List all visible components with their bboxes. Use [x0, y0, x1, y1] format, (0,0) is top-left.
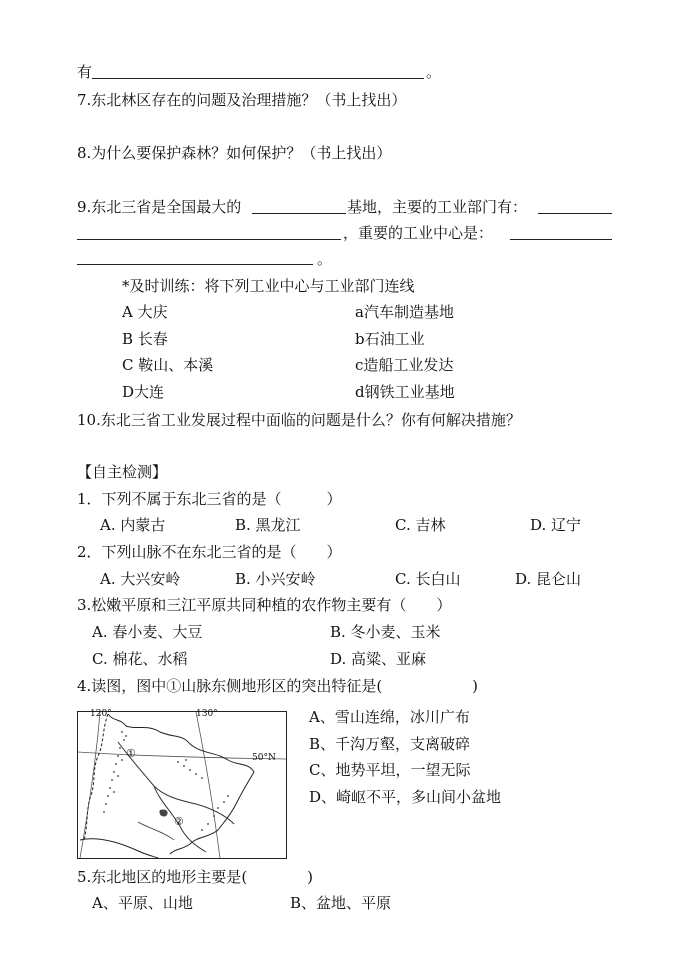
- q6-prefix: 有: [77, 63, 93, 81]
- map-label-region-2: ②: [174, 815, 184, 828]
- quiz-5-stem: 5.东北地区的地形主要是( ): [77, 868, 314, 886]
- quiz-2-option-a[interactable]: A. 大兴安岭: [100, 570, 181, 588]
- quiz-4-stem: 4.读图，图中①山脉东侧地形区的突出特征是( ): [77, 677, 479, 695]
- drill-left-item[interactable]: B 长春: [122, 330, 168, 348]
- drill-right-item[interactable]: d钢铁工业基地: [355, 383, 455, 401]
- question-9-part3: ，重要的工业中心是：: [343, 224, 494, 242]
- map-lon-label-120: 120°: [90, 709, 112, 719]
- section-title: 【自主检测】: [77, 463, 168, 481]
- quiz-1-option-d[interactable]: D. 辽宁: [530, 516, 582, 534]
- quiz-3-option-b[interactable]: B. 冬小麦、玉米: [330, 623, 441, 641]
- q9-center-blank-1[interactable]: [510, 239, 612, 240]
- quiz-3-option-c[interactable]: C. 棉花、水稻: [92, 650, 188, 668]
- northeast-china-map: [77, 711, 287, 859]
- quiz-2-option-d[interactable]: D. 昆仑山: [515, 570, 582, 588]
- map-drawing: [78, 712, 286, 858]
- quiz-3-option-a[interactable]: A. 春小麦、大豆: [92, 623, 203, 641]
- q6-end: 。: [426, 63, 442, 81]
- drill-left-item[interactable]: A 大庆: [122, 303, 168, 321]
- quiz-5-option-b[interactable]: B、盆地、平原: [290, 894, 392, 912]
- quiz-4-option-c[interactable]: C、地势平坦，一望无际: [309, 761, 471, 779]
- question-9-part1: 9.东北三省是全国最大的: [77, 198, 242, 216]
- quiz-5-option-a[interactable]: A、平原、山地: [92, 894, 193, 912]
- quiz-4-option-b[interactable]: B、千沟万壑，支离破碎: [309, 735, 471, 753]
- map-lat-label-50: 50°N: [252, 753, 276, 763]
- drill-right-item[interactable]: c造船工业发达: [355, 356, 454, 374]
- drill-left-item[interactable]: D大连: [122, 383, 165, 401]
- quiz-2-option-b[interactable]: B. 小兴安岭: [235, 570, 316, 588]
- quiz-1-option-a[interactable]: A. 内蒙古: [100, 516, 166, 534]
- drill-right-item[interactable]: b石油工业: [355, 330, 425, 348]
- q9-center-blank-2[interactable]: [77, 264, 313, 265]
- q6-answer-blank[interactable]: [92, 78, 424, 79]
- quiz-3-stem: 3.松嫩平原和三江平原共同种植的农作物主要有（ ）: [77, 596, 452, 614]
- drill-title: *及时训练：将下列工业中心与工业部门连线: [122, 277, 415, 295]
- q9-industry-blank-2[interactable]: [77, 239, 341, 240]
- quiz-2-option-c[interactable]: C. 长白山: [395, 570, 461, 588]
- quiz-1-option-b[interactable]: B. 黑龙江: [235, 516, 301, 534]
- question-7: 7.东北林区存在的问题及治理措施？（书上找出）: [77, 91, 407, 109]
- q9-base-blank[interactable]: [252, 213, 346, 214]
- quiz-4-option-d[interactable]: D、崎岖不平，多山间小盆地: [309, 788, 502, 806]
- quiz-1-stem: 1．下列不属于东北三省的是（ ）: [77, 490, 342, 508]
- quiz-2-stem: 2．下列山脉不在东北三省的是（ ）: [77, 543, 342, 561]
- question-8: 8.为什么要保护森林？如何保护？（书上找出）: [77, 144, 392, 162]
- question-9-part2: 基地，主要的工业部门有：: [347, 198, 528, 216]
- quiz-3-option-d[interactable]: D. 高粱、亚麻: [330, 650, 427, 668]
- question-9-end: 。: [317, 250, 333, 268]
- quiz-4-option-a[interactable]: A、雪山连绵，冰川广布: [309, 708, 470, 726]
- drill-left-item[interactable]: C 鞍山、本溪: [122, 356, 214, 374]
- q9-industry-blank-1[interactable]: [538, 213, 612, 214]
- map-label-mountain-1: ①: [126, 747, 136, 760]
- question-10: 10.东北三省工业发展过程中面临的问题是什么？你有何解决措施？: [77, 411, 521, 429]
- quiz-1-option-c[interactable]: C. 吉林: [395, 516, 446, 534]
- drill-right-item[interactable]: a汽车制造基地: [355, 303, 454, 321]
- map-lon-label-130: 130°: [196, 709, 218, 719]
